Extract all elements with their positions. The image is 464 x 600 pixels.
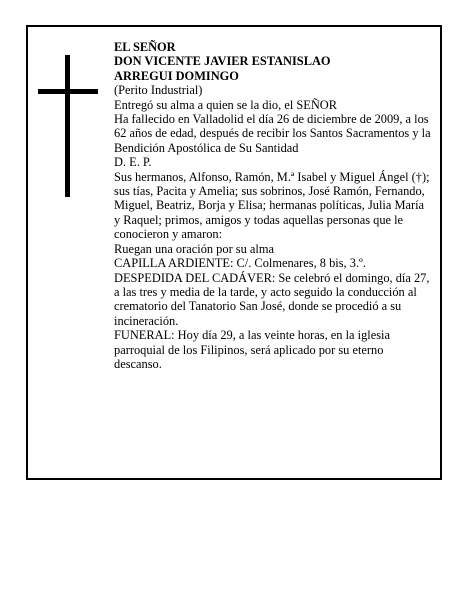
notice-title: EL SEÑOR	[114, 40, 176, 54]
delivered-soul-line: Entregó su alma a quien se la dio, el SEÑOR	[114, 97, 337, 112]
cross-horizontal-bar	[38, 89, 98, 94]
deceased-name-line2: ARREGUI DOMINGO	[114, 68, 239, 83]
funeral-mass-details: FUNERAL: Hoy día 29, a las veinte horas, en la iglesia parroquial de los Filipinos, será aplicado por su eterno descanso.	[114, 328, 390, 371]
prayer-request: Ruegan una oración por su alma	[114, 241, 274, 256]
family-list: Sus hermanos, Alfonso, Ramón, M.ª Isabel y Miguel Ángel (†); sus tías, Pacita y Amelia; sus sobrinos, José Ramón, Fernando, Miguel, Beatriz, Borja y Elisa; hermanas políticas, Julia María y Raquel; primos, amigos y todas aquellas personas que le conocieron y amaron:	[114, 169, 430, 242]
death-details: Ha fallecido en Valladolid el día 26 de diciembre de 2009, a los 62 años de edad, después de recibir los Santos Sacramentos y la Bendición Apostólica de Su Santidad	[114, 112, 431, 155]
funeral-chapel: CAPILLA ARDIENTE: C/. Colmenares, 8 bis, 3.º.	[114, 256, 366, 271]
cross-icon	[38, 55, 98, 197]
rip-line: D. E. P.	[114, 155, 152, 170]
cross-vertical-bar	[65, 55, 70, 197]
farewell-details: DESPEDIDA DEL CADÁVER: Se celebró el domingo, día 27, a las tres y media de la tarde, y acto seguido la conducción al crematorio del Tanatorio San José, donde se procedió a su incineración.	[114, 270, 430, 328]
obituary-text	[114, 40, 432, 371]
deceased-profession: (Perito Industrial)	[114, 83, 203, 98]
deceased-name-line1: DON VICENTE JAVIER ESTANISLAO	[114, 54, 331, 69]
